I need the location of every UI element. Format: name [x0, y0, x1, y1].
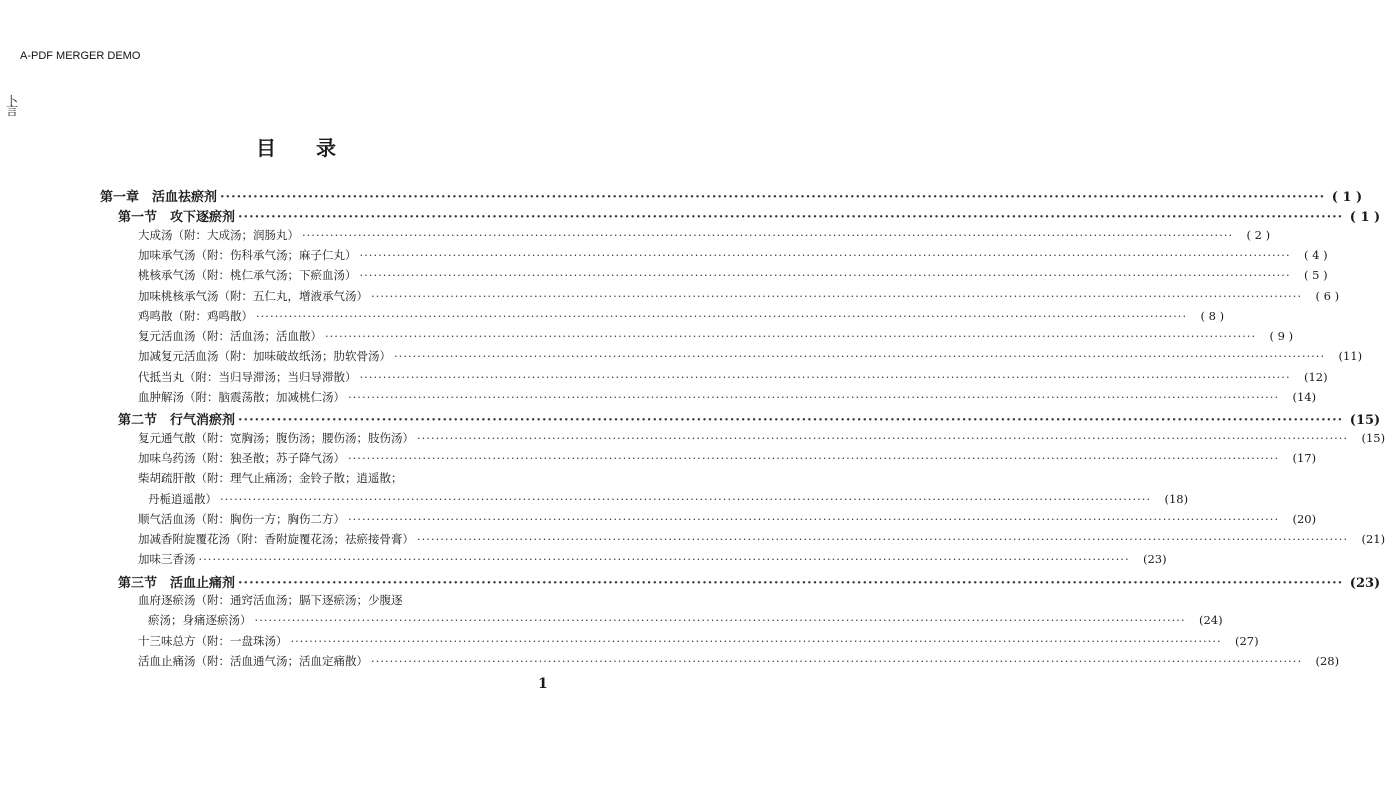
toc-leader-dots: ········································································································································································································ [371, 288, 1303, 303]
toc-leader-dots: ········································································································································································································ [290, 633, 1222, 648]
toc-entry-title: 代抵当丸（附：当归导滞汤；当归导滞散） [138, 369, 357, 384]
toc-entry-title: 血府逐瘀汤（附：通窍活血汤；膈下逐瘀汤；少腹逐 [138, 593, 403, 607]
toc-item-row [138, 308, 1225, 324]
toc-page-ref: (27) [1235, 633, 1259, 648]
toc-page-ref: ( 5 ) [1304, 268, 1328, 283]
toc-item-row [138, 348, 1363, 364]
toc-entry-title: 第一章 活血祛瘀剂 [100, 190, 218, 205]
toc-entry-title: 第二节 行气消瘀剂 [118, 413, 236, 429]
toc-page-ref: ( 6 ) [1315, 288, 1340, 303]
margin-scan-mark: 卜 言 [6, 94, 19, 118]
toc-item-row [138, 389, 1317, 405]
toc-page-ref: (20) [1292, 511, 1317, 526]
toc-leader-dots: ········································································································································································································ [325, 329, 1257, 344]
toc-entry-title: 第三节 活血止痛剂 [118, 575, 236, 591]
toc-item-row [138, 430, 1385, 446]
toc-entry-title: 大成汤（附：大成汤；润肠丸） [138, 227, 299, 242]
toc-leader-dots: ········································································································································································································ [394, 349, 1326, 364]
toc-item-row [138, 511, 1317, 527]
toc-page-ref: ( 1 ) [1331, 190, 1363, 205]
toc-item-row [138, 267, 1328, 283]
toc-entry-title: 鸡鸣散（附：鸡鸣散） [138, 308, 253, 323]
toc-entry-title: 加味承气汤（附：伤科承气汤；麻子仁丸） [138, 247, 357, 262]
toc-chapter-row [100, 186, 1363, 205]
toc-leader-dots: ········································································································································································································ [220, 491, 1152, 506]
toc-section-row [118, 206, 1381, 226]
toc-page-ref: (18) [1164, 491, 1189, 506]
page-title: 目录 [256, 136, 376, 160]
toc-entry-title: 丹栀逍遥散） [148, 491, 217, 506]
toc-leader-dots: ········································································································································································································ [348, 511, 1280, 526]
page-number: 1 [538, 676, 548, 692]
toc-page-ref: ( 1 ) [1349, 210, 1381, 226]
toc-item-row [138, 633, 1259, 649]
toc-leader-dots: ········································································································································································································ [238, 210, 1344, 226]
watermark-text: A-PDF MERGER DEMO [20, 50, 141, 62]
toc-page-ref: (14) [1292, 390, 1317, 404]
toc-leader-dots: ········································································································································································································ [220, 190, 1326, 205]
toc-item-row [148, 491, 1189, 507]
toc-entry-title: 桃核承气汤（附：桃仁承气汤；下瘀血汤） [138, 268, 357, 283]
toc-leader-dots: ········································································································································································································ [254, 613, 1186, 628]
toc-page-ref: (21) [1361, 532, 1385, 547]
toc-entry-title: 顺气活血汤（附：胸伤一方；胸伤二方） [138, 511, 345, 526]
toc-entry-title: 复元通气散（附：宽胸汤；腹伤汤；腰伤汤；肢伤汤） [138, 430, 414, 445]
toc-entry-title: 血肿解汤（附：脑震荡散；加减桃仁汤） [138, 390, 345, 404]
toc-leader-dots: ········································································································································································································ [238, 575, 1344, 591]
toc-leader-dots: ········································································································································································································ [348, 390, 1280, 404]
toc-page-ref: ( 4 ) [1304, 247, 1328, 262]
toc-item-row [138, 247, 1328, 263]
toc-page-ref: (17) [1292, 450, 1317, 465]
toc-item-row [138, 288, 1340, 304]
toc-item-row [138, 369, 1328, 385]
toc-entry-title: 第一节 攻下逐瘀剂 [118, 210, 236, 226]
toc-leader-dots: ········································································································································································································ [371, 653, 1303, 668]
toc-leader-dots: ········································································································································································································ [256, 308, 1188, 323]
toc-page-ref: ( 8 ) [1200, 308, 1225, 323]
toc-entry-title: 柴胡疏肝散（附：理气止痛汤；金铃子散；逍遥散； [138, 471, 403, 486]
toc-entry-title: 加减香附旋覆花汤（附：香附旋覆花汤；祛瘀接骨膏） [138, 532, 414, 547]
toc-entry-title: 加减复元活血汤（附：加味破故纸汤；肋软骨汤） [138, 349, 391, 364]
toc-leader-dots: ········································································································································································································ [417, 430, 1349, 445]
toc-item-row [138, 470, 570, 486]
toc-page-ref: ( 2 ) [1246, 227, 1271, 242]
toc-item-row [138, 592, 570, 608]
toc-entry-title: 十三味总方（附：一盘珠汤） [138, 633, 288, 648]
toc-leader-dots: ········································································································································································································ [359, 369, 1291, 384]
toc-section-row [118, 572, 1381, 591]
toc-page-ref: ( 9 ) [1269, 329, 1294, 344]
toc-entry-title: 加味乌药汤（附：独圣散；苏子降气汤） [138, 450, 345, 465]
toc-item-row [138, 328, 1294, 344]
toc-entry-title: 加味桃核承气汤（附：五仁丸，增液承气汤） [138, 288, 368, 303]
toc-page-ref: (15) [1361, 430, 1385, 445]
toc-section-row [118, 409, 1381, 429]
toc-page-ref: (23) [1143, 552, 1167, 567]
toc-leader-dots: ········································································································································································································ [359, 268, 1291, 283]
toc-leader-dots: ········································································································································································································ [348, 450, 1280, 465]
toc-item-row [148, 612, 1223, 628]
toc-entry-title: 瘀汤；身痛逐瘀汤） [148, 613, 252, 628]
toc-page-ref: (24) [1199, 613, 1223, 628]
toc-page-ref: (28) [1315, 653, 1340, 668]
toc-page-ref: (11) [1338, 349, 1363, 364]
toc-leader-dots: ········································································································································································································ [302, 227, 1234, 242]
toc-item-row [138, 653, 1340, 669]
toc-leader-dots: ········································································································································································································ [359, 247, 1291, 262]
toc-entry-title: 加味三香汤 [138, 552, 196, 567]
toc-item-row [138, 450, 1317, 466]
toc-page-ref: (12) [1304, 369, 1328, 384]
toc-item-row [138, 551, 1167, 567]
toc-entry-title: 复元活血汤（附：活血汤；活血散） [138, 329, 322, 344]
toc-leader-dots: ········································································································································································································ [238, 413, 1344, 429]
toc-item-row [138, 531, 1385, 547]
toc-page-ref: (15) [1349, 413, 1381, 429]
toc-page-ref: (23) [1349, 575, 1381, 591]
toc-leader-dots: ········································································································································································································ [417, 532, 1349, 547]
toc-item-row [138, 227, 1271, 243]
toc-leader-dots: ········································································································································································································ [198, 552, 1130, 567]
toc-entry-title: 活血止痛汤（附：活血通气汤；活血定痛散） [138, 653, 368, 668]
